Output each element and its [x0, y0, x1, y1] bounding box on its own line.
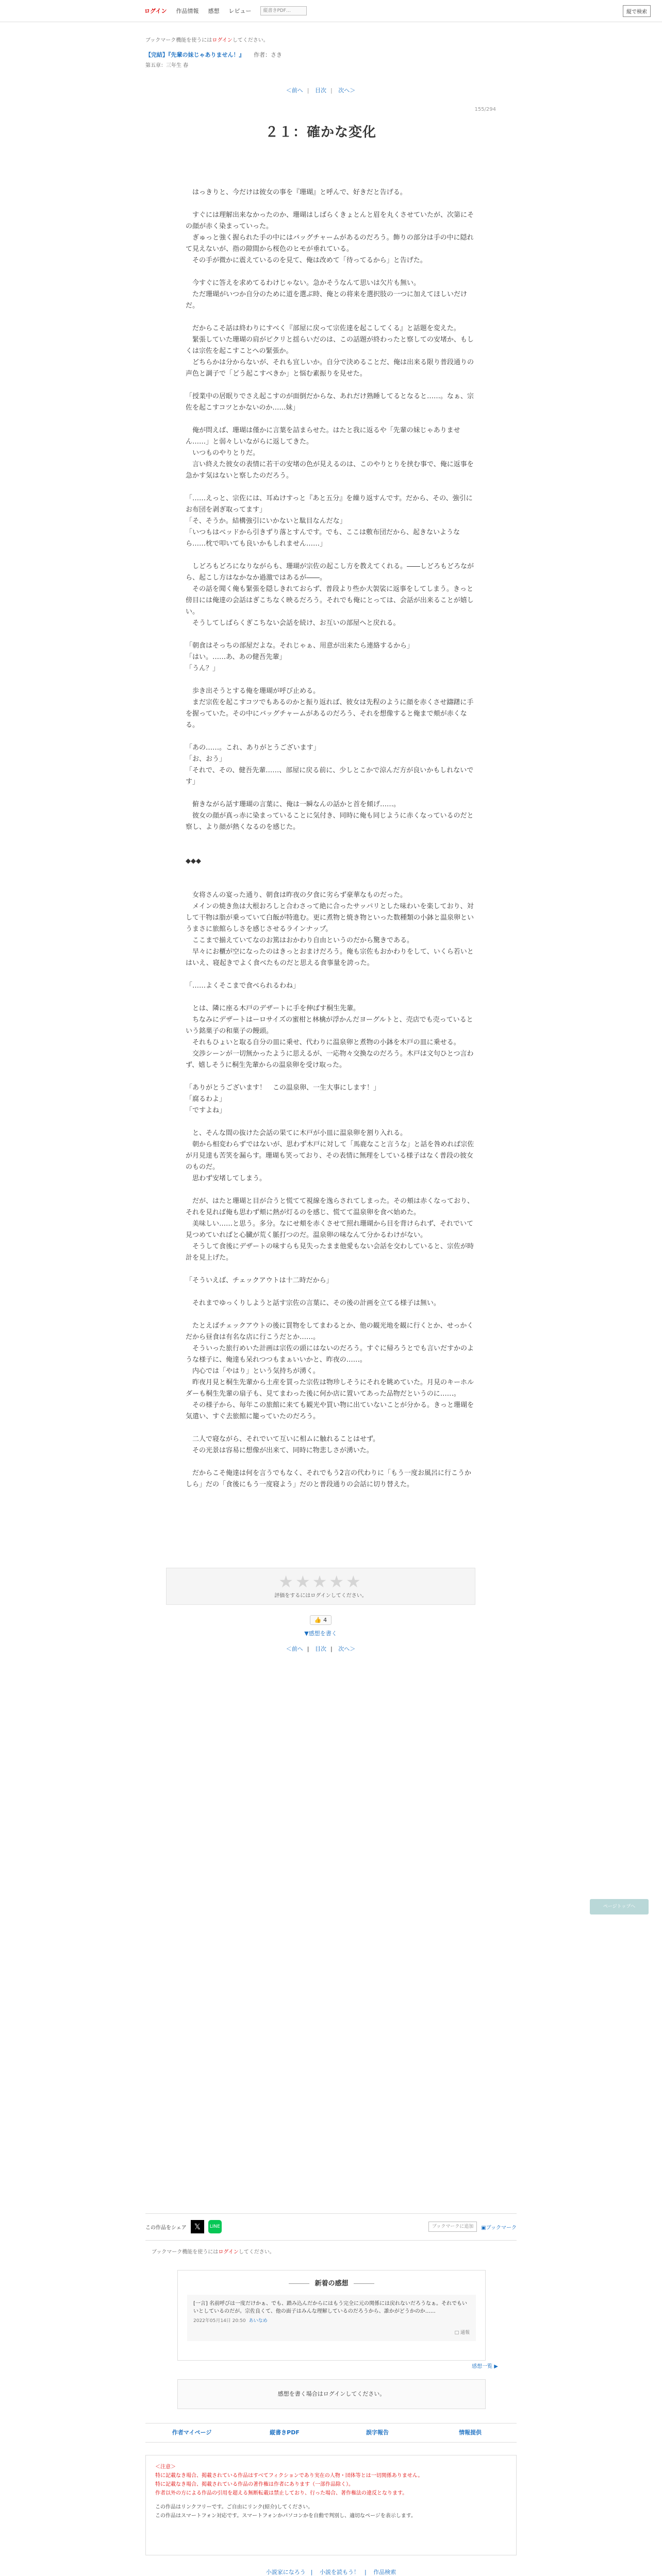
- blank-line: [186, 198, 476, 210]
- rating-box: [166, 1568, 475, 1605]
- paragraph: どちらかは分からないが、それも宜しいか。自分で決めることだ、俺は出来る限り普段通りの声色と調子で「どう起こすべきか」と悩む素振りを見せた。: [186, 359, 474, 378]
- novel-body: [145, 187, 496, 1490]
- notes-heading: ＜注意＞: [155, 2464, 176, 2470]
- blank-line: [186, 414, 476, 425]
- paragraph: だからこそ話は終わりにすべく『部屋に戻って宗佐達を起こしてくる』と話題を変えた。: [186, 325, 460, 332]
- write-impression-link[interactable]: ▼感想を書く: [304, 1630, 337, 1637]
- notes-line-1: この作品はリンクフリーです。ご自由にリンク(紹介)してください。: [155, 2504, 313, 2510]
- bookmark-notice-bottom: ブックマーク機能を使うにはログインしてください。: [152, 2249, 275, 2255]
- footer-link-yomou[interactable]: 小説を読もう！: [320, 2569, 359, 2575]
- blank-line: [186, 1184, 476, 1196]
- paragraph: その手が微かに震えているのを見て、俺は改めて「待ってるから」と告げた。: [186, 257, 427, 264]
- paragraph: 「はい。……あ、あの健吾先輩」: [186, 653, 286, 661]
- paragraph: ただ珊瑚がいつか自分のために道を選ぶ時、俺との将来を選択肢の一つに加えてほしいだけだ。: [186, 291, 468, 310]
- chapter-subtitle: 第五章：三年生 春: [145, 63, 189, 69]
- paragraph: だが、はたと珊瑚と目が合うと慌てて視線を逸らされてしまった。その頬は赤くなっており、それを見れば俺も思わず頬に熱が灯るのを感じ、慌てて温泉卵を食べ始めた。: [186, 1197, 474, 1216]
- paragraph: 内心では「やはり」という気持ちが湧く。: [186, 1367, 320, 1375]
- like-button[interactable]: [310, 1615, 332, 1625]
- blank-line: [186, 1264, 476, 1275]
- share-row: [145, 2218, 517, 2235]
- impression-user-link[interactable]: あいなめ: [249, 2318, 268, 2324]
- bookmark-login-link-bottom[interactable]: ログイン: [218, 2249, 239, 2255]
- like-count: 4: [323, 1617, 327, 1623]
- paragraph: 「ですよね」: [186, 1107, 226, 1114]
- paragraph: とは、隣に座る木戸のデザートに手を伸ばす桐生先輩。: [186, 1005, 360, 1012]
- share-label: この作品をシェア: [145, 2225, 187, 2231]
- divider: [145, 2240, 517, 2241]
- paragraph: まだ宗佐を起こすコツでもあるのかと振り返れば、彼女は先程のように顔を赤くさせ躊躇に手を握っていた。その中にバッグチャームがあるのだろう、それを想像すると俺まで頬が赤くなる。: [186, 699, 474, 729]
- vertical-search-button[interactable]: 縦で検索: [623, 5, 651, 17]
- notes-line-2: この作品はスマートフォン対応です。スマートフォンかパソコンかを自動で判別し、適切なページを表示します。: [155, 2513, 416, 2519]
- info-provide-link[interactable]: 情報提供: [459, 2429, 482, 2436]
- novel-nav-top: ＜前へ | 目次 | 次へ＞: [286, 87, 356, 94]
- author-mypage-link[interactable]: 作者マイページ: [172, 2429, 212, 2436]
- paragraph: 「うん？」: [186, 665, 220, 672]
- rating-stars[interactable]: ★★★★★: [278, 1572, 363, 1591]
- paragraph: たとえばチェックアウトの後に買物をしてまわるとか、他の観光地を観に行くとか、せっかくだから昼食は有名な店に行こうだとか……。: [186, 1322, 474, 1341]
- login-link[interactable]: ログイン: [144, 8, 167, 14]
- novel-nav-bottom: ＜前へ | 目次 | 次へ＞: [286, 1646, 356, 1652]
- paragraph: 「授業中の居眠りでさえ起こすのが面倒だからな、あれだけ熟睡してるとなると……。なぁ、宗佐を起こすコツとかないのか……妹」: [186, 393, 474, 412]
- paragraph: だからこそ俺達は何を言うでもなく、それでもう2言の代わりに「もう一度お風呂に行こうかしら」だの「食後にもう一度寝よう」だのと普段通りの会話に切り替えた。: [186, 1469, 472, 1488]
- paragraph: 「いつもはベッドから引きずり落とすんです。でも、ここは敷布団だから、起きないようなら……枕で叩いても良いかもしれません……」: [186, 529, 460, 548]
- blank-line: [186, 878, 476, 890]
- bookmark-login-link[interactable]: ログイン: [212, 38, 233, 43]
- paragraph: 昨夜月見と桐生先輩から土産を買った宗佐は物珍しそうにそれを眺めていた。月見のキーホルダーも桐生先輩の扇子も、見てまわった後に何か店に置いてあった品物だというのに……。: [186, 1379, 474, 1398]
- paragraph: その話を聞く俺も緊張を隠しきれておらず、普段より些か大袈裟に返事をしてしまう。きっと傍目には俺達の会話はぎこちなく映るだろう。それでも俺にとっては、会話が出来ることが嬉しい。: [186, 585, 474, 616]
- thumbs-up-icon: 👍: [314, 1617, 322, 1623]
- paragraph: その光景は容易に想像が出来て、同時に物悲しさが湧いた。: [186, 1447, 373, 1454]
- paragraph: 「お、おう」: [186, 755, 226, 763]
- paragraph: 美味しい……と思う。多分。なにせ頬を赤くさせて照れ珊瑚から目を背けられず、それでいて見つめていればと心臓が荒く脈打つのだ。温泉卵の味なんて分かるわけがない。: [186, 1220, 473, 1239]
- latest-impressions: [177, 2270, 486, 2361]
- impressions-heading: 新着の感想: [178, 2278, 485, 2287]
- paragraph: 女将さんの宴った通り、朝食は昨夜の夕食に劣らず豪華なものだった。: [186, 891, 407, 899]
- paragraph: いつものやりとりだ。: [186, 449, 260, 457]
- prev-link[interactable]: ＜前へ: [286, 87, 303, 94]
- toc-link[interactable]: 目次: [315, 87, 326, 94]
- paragraph: 俺が問えば、珊瑚は僅かに言葉を詰まらせた。はたと我に返るや「先輩の妹じゃありません……」と弱々しいながらに返してきた。: [186, 427, 460, 446]
- blank-line: [186, 312, 476, 323]
- vertical-pdf-link[interactable]: 縦書きPDF: [270, 2429, 300, 2436]
- next-link[interactable]: 次へ＞: [338, 87, 356, 94]
- paragraph: 彼女の顔が真っ赤に染まっていることに気付き、同時に俺も同じように赤くなっているのだと察し、より顔が熱くなるのを感じた。: [186, 812, 474, 831]
- paragraph: 「あの……。これ、ありがとうございます」: [186, 744, 320, 752]
- main-content: [145, 36, 496, 1653]
- divider: [145, 2213, 517, 2214]
- blank-line: [186, 1071, 476, 1082]
- paragraph: 緊張していた珊瑚の肩がピクリと揺らいだのは、この話題が終わったと察しての安堵か、もしくは宗佐を起こすことへの緊張か。: [186, 336, 474, 355]
- line-share-icon[interactable]: LINE: [208, 2220, 222, 2233]
- paragraph: すぐには理解出来なかったのか、珊瑚はしばらくきょとんと眉を丸くさせていたが、次第にその顔が赤く染まっていった。: [186, 211, 474, 230]
- paragraph: 今すぐに答えを求めてるわけじゃない。急かそうなんて思いは欠片も無い。: [186, 279, 421, 287]
- paragraph: その様子から、毎年この旅館に来ても観光や買い物に出ていないことが分かる。きっと珊瑚を気遣い、すぐ去旅館に籠っていたのだろう。: [186, 1401, 474, 1420]
- page-top-button[interactable]: ページトップへ: [590, 1899, 649, 1914]
- blank-line: [186, 629, 476, 640]
- paragraph: そういった旅行めいた計画は宗佐の頭にはないのだろう。すぐに帰ろうとでも言いだすかのような様子に、俺達も呆れつつもまぁいいかと、昨夜の……。: [186, 1345, 474, 1364]
- paragraph: 交渉シーンが一切無かったように思えるが、一応物々交換なのだろう。木戸は文句ひとつ言わず、嬉しそうに桐生先輩からの温泉卵を受け取った。: [186, 1050, 474, 1069]
- top-navigation: [0, 0, 662, 22]
- impression-meta: 2022年05月14日 20:50 あいなめ: [193, 2318, 268, 2324]
- blank-line: [186, 380, 476, 391]
- paragraph: 朝から相変わらずではないが、思わず木戸に対して「馬鹿なこと言うな」と話を咎めれば宗佐が月見達も苦笑を漏らす。珊瑚も笑っており、その表情に無理をしている様子はなく普段の彼女のものだ。: [186, 1141, 474, 1171]
- x-share-icon[interactable]: 𝕏: [191, 2220, 204, 2233]
- link-bar: [145, 2423, 517, 2443]
- paragraph: それまでゆっくりしようと話す宗佐の言葉に、その後の計画を立てる様子は無い。: [186, 1299, 440, 1307]
- author-name: 作者：さき: [254, 52, 282, 58]
- blank-line: [186, 844, 476, 856]
- paragraph: ぎゅっと強く握られた手の中にはバッグチャームがあるのだろう。飾りの部分は手の中に隠れて見えないが、指の隙間から桜色のヒモが垂れている。: [186, 234, 474, 253]
- paragraph: 歩き出そうとする俺を珊瑚が呼び止める。: [186, 687, 320, 695]
- impressions-list-link[interactable]: 感想一覧 ▶: [472, 2364, 498, 2369]
- report-link[interactable]: □ 通報: [454, 2330, 470, 2335]
- paragraph: 二人で寝ながら、それでいて互いに相ムに触れることはせず。: [186, 1435, 379, 1443]
- like-row: [145, 1615, 496, 1625]
- paragraph: しどろもどろになりながらも、珊瑚が宗佐の起こし方を教えてくれる。――しどろもどろながら、起こし方はなかなか過激ではあるが――。: [186, 563, 474, 582]
- paragraph: と、そんな間の抜けた会話の果てに木戸が小皿に温泉卵を割り入れる。: [186, 1129, 407, 1137]
- paragraph: 「ありがとうございます！ この温泉卵、一生大事にします！」: [186, 1084, 380, 1092]
- blank-line: [186, 674, 476, 686]
- chapter-title: ２１：確かな変化: [264, 125, 376, 140]
- paragraph: ここまで揃えていてなのお篤はおかわり自由というのだから驚きである。: [186, 937, 414, 944]
- blank-line: [186, 1286, 476, 1298]
- paragraph: ちなみにデザートはーロサイズの蜜柑と林檎が浮かんだヨーグルトと、売店でも売っているという銘菓子の和菓子の饅頭。: [186, 1016, 473, 1035]
- blank-line: [186, 1422, 476, 1434]
- paragraph: 「そういえば、チェックアウトは十二時だから」: [186, 1277, 333, 1284]
- prev-link-bottom[interactable]: ＜前へ: [286, 1646, 303, 1652]
- next-link-bottom[interactable]: 次へ＞: [338, 1646, 356, 1652]
- blank-line: [186, 992, 476, 1003]
- footer-link-narou[interactable]: 小説家になろう: [266, 2569, 306, 2575]
- blank-line: [186, 731, 476, 742]
- notes-box: [145, 2455, 517, 2555]
- page-number: 155/294: [474, 107, 496, 112]
- paragraph: 俯きながら話す珊瑚の言葉に、俺は一瞬なんの話かと首を傾げ……。: [186, 801, 401, 808]
- paragraph: 「朝食はそっちの部屋だよな。それじゃぁ、用意が出来たら連絡するから」: [186, 642, 414, 650]
- nav-impressions[interactable]: 感想: [208, 8, 220, 14]
- paragraph: それもひょいと取る自分の皿に乗せ、代わりに温泉卵と煮物の小鉢を木戸の皿に乗せる。: [186, 1039, 460, 1046]
- rating-notice: 評価をするにはログインしてください。: [274, 1593, 367, 1599]
- paragraph: メインの焼き魚は大根おろしと合わさって絶に合ったサッパリとした味わいを楽しており、対して干物は脂が乗っていて白飯が特進む。更に煮物と焼き物といった数種類の小鉢と温泉卵というまさに旅館らしさを感じさせるラインナップ。: [186, 903, 474, 933]
- paragraph: 早々にお櫃が空になったのはきっとおまけだろう。俺も宗佐もおかわりをして、いくら若いとはいえ、寝起きでよく食べたものだと思える食事量を誇った。: [186, 948, 474, 967]
- nav-work-info[interactable]: 作品情報: [176, 8, 199, 14]
- blank-line: [186, 833, 476, 844]
- toc-link-bottom[interactable]: 目次: [315, 1646, 326, 1652]
- bookmark-notice: ブックマーク機能を使うにはログインしてください。: [145, 38, 269, 43]
- paragraph: そうして食後にデザートの味すらも見失ったまま他愛もない会話を交わしていると、宗佐が時計を見上げた。: [186, 1243, 474, 1262]
- footer: 小説家になろう | 小説を読もう！ | 作品検索: [266, 2569, 396, 2575]
- notes-red-1: 特に記載なき場合、掲載されている作品はすべてフィクションであり実在の人物・団体等とは一切関係ありません。: [155, 2473, 423, 2479]
- blank-line: [186, 266, 476, 278]
- paragraph: 言い終えた彼女の表情に若干の安堵の色が見えるのは、このやりとりを挟む事で、俺に返事を急かす気はないと察したのだろう。: [186, 461, 474, 480]
- pdf-button[interactable]: 縦書きPDF…: [260, 6, 307, 15]
- series-info: [145, 50, 496, 59]
- blank-line: [186, 1309, 476, 1320]
- scene-divider: ◆◆◆: [186, 857, 201, 865]
- bookmark-link[interactable]: ▣ブックマーク: [481, 2225, 517, 2231]
- footer-link-search[interactable]: 作品検索: [373, 2569, 396, 2575]
- blank-line: [186, 482, 476, 493]
- blank-line: [186, 550, 476, 561]
- notes-red-3: 作者以外の方による作品の引用を超える無断転載は禁止しており、行った場合、著作権法の違反となります。: [155, 2490, 408, 2496]
- paragraph: そうしてしばらくぎこちない会話を続け、お互いの部屋へと戻れる。: [186, 619, 400, 627]
- blank-line: [186, 867, 476, 878]
- paragraph: はっきりと、今だけは彼女の事を『珊瑚』と呼んで、好きだと告げる。: [186, 189, 407, 196]
- paragraph: 「そ、そうか。結構強引にいかないと駄目なんだな」: [186, 517, 346, 525]
- blank-line: [186, 1456, 476, 1468]
- blank-line: [186, 1116, 476, 1128]
- paragraph: 思わず安堵してしまう。: [186, 1175, 267, 1182]
- impression-text: [一言] 名前呼びは一度だけかぁ、でも、踏み込んだからにはもう完全に元の関係には戻れないだろうなぁ。それでもいいとしているのだが。宗佐良くて、他の面子はみんな理解しているのだろうから、誰かがどうかのか……: [193, 2301, 467, 2314]
- nav-reviews[interactable]: レビュー: [228, 8, 252, 14]
- blank-line: [186, 788, 476, 799]
- paragraph: 「それで、その、健吾先輩……、部屋に戻る前に、少しとこかで涼んだ方が良いかもしれないです」: [186, 767, 474, 786]
- paragraph: 「……えっと、宗佐には、耳ぬけすっと『あと五分』を繰り返すんです。だから、その、強引にお布団を剥ぎ取ってます」: [186, 495, 473, 514]
- add-bookmark-button[interactable]: ブックマークに追加: [428, 2222, 477, 2232]
- typo-report-link[interactable]: 誤字報告: [366, 2429, 389, 2436]
- impression-item: [187, 2295, 476, 2341]
- notes-red-2: 特に記載なき場合、掲載されている作品の著作権は作者にあります（一部作品除く）。: [155, 2482, 354, 2487]
- paragraph: 「腐るわよ」: [186, 1095, 226, 1103]
- series-title[interactable]: 【完結】『先輩の妹じゃありません！』: [145, 52, 245, 58]
- blank-line: [186, 969, 476, 980]
- paragraph: 「……よくそこまで食べられるわね」: [186, 982, 300, 990]
- write-impression-notice: 感想を書く場合はログインしてください。: [177, 2379, 486, 2409]
